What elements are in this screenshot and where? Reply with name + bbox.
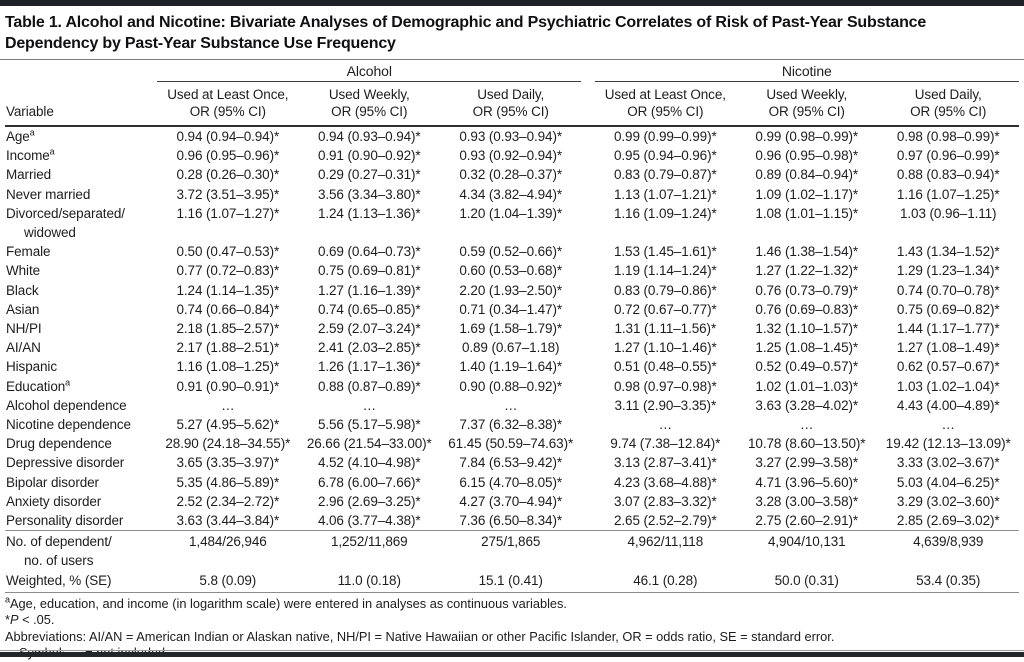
table-cell: 0.59 (0.52–0.66)* [459, 244, 563, 260]
table-cell: 1.26 (1.17–1.36)* [317, 359, 421, 375]
table-cell: 1.44 (1.17–1.77)* [896, 321, 1000, 337]
table-cell: 1,252/11,869 [299, 531, 440, 571]
table-cell: 0.93 (0.93–0.94)* [459, 129, 563, 144]
table-cell: 2.20 (1.93–2.50)* [459, 282, 563, 298]
table-cell: 0.74 (0.66–0.84)* [176, 301, 280, 317]
table-cell: 1.53 (1.45–1.61)* [613, 244, 717, 260]
table-row [5, 357, 1019, 376]
table-row [5, 415, 1019, 434]
group-gap [581, 60, 594, 82]
column-gap [581, 453, 594, 472]
row-label: Female [6, 244, 51, 260]
table-cell: 0.74 (0.70–0.78)* [896, 282, 1000, 298]
column-gap [581, 281, 594, 300]
table-cell: 10.78 (8.60–13.50)* [748, 436, 866, 452]
table-row [5, 300, 1019, 319]
table-cell: 0.98 (0.97–0.98)* [613, 378, 717, 394]
table-cell: 1.09 (1.02–1.17)* [755, 186, 859, 202]
table-cell: 0.50 (0.47–0.53)* [176, 244, 280, 260]
column-gap [581, 185, 594, 204]
table-row [5, 338, 1019, 357]
column-gap [581, 165, 594, 184]
table-cell: 1.43 (1.34–1.52)* [896, 244, 1000, 260]
table-cell: 3.33 (3.02–3.67)* [896, 455, 1000, 471]
table-cell: 4.52 (4.10–4.98)* [317, 455, 421, 471]
column-gap [581, 338, 594, 357]
table-cell: 2.75 (2.60–2.91)* [755, 513, 859, 529]
column-gap [581, 492, 594, 511]
table-cell: 0.96 (0.95–0.96)* [176, 148, 280, 164]
table-cell: 1.20 (1.04–1.39)* [459, 205, 563, 221]
bottom-rule [0, 650, 1024, 657]
table-cell: 0.28 (0.26–0.30)* [176, 167, 280, 183]
group-header-alcohol [157, 60, 581, 82]
table-cell: 53.4 (0.35) [877, 571, 1019, 593]
table-cell: 7.84 (6.53–9.42)* [459, 455, 563, 471]
table-cell: 0.62 (0.57–0.67)* [896, 359, 1000, 375]
row-label: Personality disorder [6, 513, 124, 529]
table-cell: 4.27 (3.70–4.94)* [459, 493, 563, 509]
table-cell: 1.16 (1.07–1.27)* [176, 205, 280, 221]
table-row [5, 204, 1019, 242]
column-gap [581, 357, 594, 376]
row-label: Married [6, 167, 52, 183]
column-header-nicotine-daily [877, 82, 1019, 127]
table-cell: 15.1 (0.41) [440, 571, 581, 593]
table-cell: 1.16 (1.08–1.25)* [176, 359, 280, 375]
table-cell: 4.06 (3.77–4.38)* [317, 513, 421, 529]
row-label-superscript: a [29, 127, 35, 138]
table-cell: 4,962/11,118 [595, 531, 736, 571]
table-cell: 0.89 (0.84–0.94)* [755, 167, 859, 183]
row-label: Drug dependence [6, 436, 112, 452]
column-gap [581, 242, 594, 261]
group-header-spacer [5, 60, 157, 82]
table-row [5, 242, 1019, 261]
bottom-bar-rule [0, 652, 1024, 657]
table-cell: 3.28 (3.00–3.58)* [755, 493, 859, 509]
table-cell: 2.85 (2.69–3.02)* [896, 513, 1000, 529]
table-cell: 0.77 (0.72–0.83)* [176, 263, 280, 279]
table-cell: 1,484/26,946 [157, 531, 298, 571]
table-row [5, 473, 1019, 492]
column-header-nicotine-once [595, 82, 736, 127]
footnote-text: Age, education, and income (in logarithm scale) were entered in analyses as continuous variables. [10, 595, 567, 611]
table-cell: 0.69 (0.64–0.73)* [317, 244, 421, 260]
row-label-superscript: a [49, 146, 55, 157]
table-cell: 0.96 (0.95–0.98)* [755, 148, 859, 164]
table-cell: 0.99 (0.98–0.99)* [755, 129, 859, 144]
table-cell: 1.13 (1.07–1.21)* [613, 186, 717, 202]
table-cell: 0.75 (0.69–0.81)* [317, 263, 421, 279]
table-cell: 7.37 (6.32–8.38)* [459, 417, 563, 433]
column-header-line: OR (95% CI) [472, 104, 549, 119]
column-header-line: Used Weekly, [328, 87, 410, 102]
table-cell: 4.43 (4.00–4.89)* [896, 397, 1000, 413]
column-gap [581, 377, 594, 396]
table-cell: 0.75 (0.69–0.82)* [896, 301, 1000, 317]
table-cell: 0.89 (0.67–1.18) [461, 340, 560, 356]
table-cell: 1.24 (1.13–1.36)* [317, 205, 421, 221]
row-label-continuation: no. of users [24, 553, 94, 569]
table-cell: 0.74 (0.65–0.85)* [317, 301, 421, 317]
table-cell: 9.74 (7.38–12.84)* [610, 436, 721, 452]
table-cell: 1.16 (1.09–1.24)* [613, 205, 717, 221]
table-cell: 0.99 (0.99–0.99)* [613, 129, 717, 144]
row-label: Weighted, % (SE) [5, 571, 157, 593]
table-title: Table 1. Alcohol and Nicotine: Bivariate Analyses of Demographic and Psychiatric Correlates of Risk of Past-Year Substance Dependency by Past-Year Substance Use Frequency [5, 14, 927, 52]
table-cell: 1.69 (1.58–1.79)* [459, 321, 563, 337]
column-header-line: OR (95% CI) [331, 104, 408, 119]
row-label: Alcohol dependence [6, 397, 127, 413]
column-gap [581, 300, 594, 319]
table-cell: 1.27 (1.10–1.46)* [613, 340, 717, 356]
footnote-abbreviations: Abbreviations: AI/AN = American Indian or Alaskan native, NH/PI = Native Hawaiian or other Pacific Islander, OR = odds ratio, SE = standard error. [5, 628, 835, 644]
table-cell: 1.03 (1.02–1.04)* [896, 378, 1000, 394]
table-cell: 0.51 (0.48–0.55)* [613, 359, 717, 375]
table-cell: 1.08 (1.01–1.15)* [755, 205, 859, 221]
table-row [5, 453, 1019, 472]
table-body [5, 126, 1019, 592]
table-row [5, 185, 1019, 204]
bottom-thin-rule [0, 650, 1024, 651]
table-cell: 0.91 (0.90–0.92)* [317, 148, 421, 164]
table-row [5, 319, 1019, 338]
table-cell: … [362, 397, 376, 413]
table-cell: 5.56 (5.17–5.98)* [317, 417, 421, 433]
column-header-alcohol-daily [440, 82, 581, 127]
table-cell: … [800, 417, 814, 433]
table-cell: 5.03 (4.04–6.25)* [896, 474, 1000, 490]
table-cell: 5.27 (4.95–5.62)* [176, 417, 280, 433]
row-label: Nicotine dependence [6, 417, 131, 433]
footnote-asterisk: * [5, 612, 10, 628]
table-cell: 0.88 (0.87–0.89)* [317, 378, 421, 394]
table-cell: 1.03 (0.96–1.11) [899, 205, 997, 221]
table-cell: 0.72 (0.67–0.77)* [613, 301, 717, 317]
table-cell: 1.40 (1.19–1.64)* [459, 359, 563, 375]
column-header-alcohol-weekly [299, 82, 440, 127]
table-cell: 0.90 (0.88–0.92)* [459, 378, 563, 394]
table-row [5, 165, 1019, 184]
table-cell: 6.78 (6.00–7.66)* [317, 474, 421, 490]
table-cell: 61.45 (50.59–74.63)* [448, 436, 574, 452]
row-label: Hispanic [6, 359, 57, 375]
table-cell: 0.97 (0.96–0.99)* [896, 148, 1000, 164]
column-header-line: Used at Least Once, [167, 87, 289, 102]
column-gap [581, 511, 594, 531]
table-row [5, 281, 1019, 300]
table-cell: 3.72 (3.51–3.95)* [176, 186, 280, 202]
row-label: Asian [6, 301, 40, 317]
table-cell: 19.42 (12.13–13.09)* [885, 436, 1011, 452]
table-cell: 2.65 (2.52–2.79)* [613, 513, 717, 529]
column-gap [581, 82, 594, 127]
row-label: AI/AN [6, 340, 41, 356]
table-cell: 4,639/8,939 [877, 531, 1019, 571]
table-cell: 0.52 (0.49–0.57)* [755, 359, 859, 375]
column-header-line: Used Daily, [477, 87, 545, 102]
table-cell: 1.25 (1.08–1.45)* [755, 340, 859, 356]
bivariate-analyses-table [5, 60, 1019, 593]
column-header-line: OR (95% CI) [627, 104, 704, 119]
footnote-text: < .05. [18, 612, 55, 628]
column-gap [581, 434, 594, 453]
table-cell: … [221, 397, 235, 413]
table-cell: 6.15 (4.70–8.05)* [459, 474, 563, 490]
table-cell: 3.29 (3.02–3.60)* [896, 493, 1000, 509]
table-cell: 0.32 (0.28–0.37)* [459, 167, 563, 183]
table-cell: 3.13 (2.87–3.41)* [613, 455, 717, 471]
column-gap [581, 415, 594, 434]
table-cell: 2.59 (2.07–3.24)* [317, 321, 421, 337]
table-cell: 0.29 (0.27–0.31)* [317, 167, 421, 183]
table-row [5, 146, 1019, 165]
footnote-superscript: a [5, 594, 11, 605]
row-label: Education$^a$ [6, 377, 71, 394]
table-cell: 26.66 (21.54–33.00)* [306, 436, 432, 452]
row-label: Depressive disorder [6, 455, 125, 471]
table-cell: 5.8 (0.09) [157, 571, 298, 593]
table-cell: 0.71 (0.34–1.47)* [459, 301, 563, 317]
table-row [5, 126, 1019, 146]
column-header-line: Used Weekly, [766, 87, 848, 102]
column-header-line: Used at Least Once, [604, 87, 726, 102]
row-label-superscript: a [65, 377, 71, 388]
table-cell: 1.16 (1.07–1.25)* [896, 186, 1000, 202]
table-cell: 0.93 (0.92–0.94)* [459, 148, 563, 164]
table-cell: 2.52 (2.34–2.72)* [176, 493, 280, 509]
row-label: Anxiety disorder [6, 493, 102, 509]
table-cell: … [941, 417, 955, 433]
top-rule [0, 0, 1024, 6]
table-cell: 2.17 (1.88–2.51)* [176, 340, 280, 356]
table-cell: 1.19 (1.14–1.24)* [613, 263, 717, 279]
table-cell: … [658, 417, 673, 433]
column-header-nicotine-weekly [736, 82, 877, 127]
table-cell: 4,904/10,131 [736, 531, 877, 571]
column-gap [581, 319, 594, 338]
column-header-alcohol-once [157, 82, 298, 127]
table-cell: 3.63 (3.28–4.02)* [755, 397, 859, 413]
group-label-alcohol: Alcohol [346, 63, 392, 79]
table-cell: 1.27 (1.22–1.32)* [755, 263, 859, 279]
table-row [5, 531, 1019, 571]
table-cell: 5.35 (4.86–5.89)* [176, 474, 280, 490]
column-gap [581, 146, 594, 165]
table-cell: 46.1 (0.28) [595, 571, 736, 593]
table-cell: 0.94 (0.93–0.94)* [317, 129, 421, 144]
table-cell: 1.46 (1.38–1.54)* [755, 244, 859, 260]
column-header-line: OR (95% CI) [768, 104, 845, 119]
table-cell: 2.18 (1.85–2.57)* [176, 321, 280, 337]
table-cell: 0.98 (0.98–0.99)* [896, 129, 1000, 144]
table-cell: 0.76 (0.69–0.83)* [755, 301, 859, 317]
table-cell: 3.56 (3.34–3.80)* [317, 186, 421, 202]
table-cell: 1.02 (1.01–1.03)* [755, 378, 859, 394]
table-cell: 0.88 (0.83–0.94)* [896, 167, 1000, 183]
footnote-continuous-variables [5, 596, 1019, 612]
table-cell: 0.95 (0.94–0.96)* [613, 148, 717, 164]
row-label: NH/PI [6, 321, 42, 337]
table-cell: … [504, 397, 518, 413]
table-cell: 7.36 (6.50–8.34)* [459, 513, 563, 529]
variable-column-header: Variable [5, 82, 157, 127]
row-label: Age$^a$ [6, 127, 35, 144]
table-cell: 3.11 (2.90–3.35)* [614, 397, 717, 413]
table-row [5, 377, 1019, 396]
column-gap [581, 531, 594, 571]
row-label-continuation: widowed [24, 225, 76, 241]
column-gap [581, 473, 594, 492]
row-label: Black [6, 282, 39, 298]
table-cell: 4.23 (3.68–4.88)* [613, 474, 717, 490]
table-cell: 275/1,865 [440, 531, 581, 571]
column-header-line: Used Daily, [914, 87, 982, 102]
table-cell: 28.90 (24.18–34.55)* [165, 436, 291, 452]
table-cell: 3.65 (3.35–3.97)* [176, 455, 280, 471]
table-cell: 11.0 (0.18) [299, 571, 440, 593]
table-row [5, 571, 1019, 593]
table-cell: 4.34 (3.82–4.94)* [459, 186, 563, 202]
row-label: Bipolar disorder [6, 474, 99, 490]
group-header-nicotine [595, 60, 1019, 82]
table-cell: 50.0 (0.31) [736, 571, 877, 593]
column-header-line: OR (95% CI) [189, 104, 266, 119]
table-row [5, 511, 1019, 531]
table-cell: 1.27 (1.16–1.39)* [317, 282, 421, 298]
table-row [5, 396, 1019, 415]
column-gap [581, 261, 594, 280]
table-cell: 0.83 (0.79–0.86)* [613, 282, 717, 298]
table-cell: 3.27 (2.99–3.58)* [755, 455, 859, 471]
table-cell: 2.41 (2.03–2.85)* [317, 340, 421, 356]
column-gap [581, 126, 594, 146]
table-cell: 0.94 (0.94–0.94)* [176, 129, 280, 144]
table-cell: 1.24 (1.14–1.35)* [176, 282, 280, 298]
footnote-italic-p: P [9, 612, 19, 628]
table-cell: 3.63 (3.44–3.84)* [176, 513, 280, 529]
row-label: Income$^a$ [6, 146, 55, 164]
row-label: Divorced/separated/ widowed [5, 204, 157, 242]
table-cell: 1.31 (1.11–1.56)* [614, 321, 717, 337]
table-cell: 1.32 (1.10–1.57)* [755, 321, 859, 337]
table-cell: 1.27 (1.08–1.49)* [896, 340, 1000, 356]
footnote-p-value [5, 612, 1019, 628]
group-label-nicotine: Nicotine [781, 63, 832, 79]
column-gap [581, 204, 594, 242]
row-label: White [6, 263, 41, 279]
table-cell: 3.07 (2.83–3.32)* [613, 493, 717, 509]
table-row [5, 261, 1019, 280]
table-row [5, 492, 1019, 511]
table-cell: 0.83 (0.79–0.87)* [613, 167, 717, 183]
table-row [5, 434, 1019, 453]
table-cell: 0.91 (0.90–0.91)* [176, 378, 280, 394]
table-cell: 4.71 (3.96–5.60)* [755, 474, 859, 490]
row-label: Never married [6, 186, 91, 202]
column-header-line: OR (95% CI) [910, 104, 987, 119]
table-cell: 1.29 (1.23–1.34)* [896, 263, 1000, 279]
row-label: No. of dependent/ no. of users [5, 531, 157, 571]
table-cell: 2.96 (2.69–3.25)* [317, 493, 421, 509]
table-cell: 0.60 (0.53–0.68)* [459, 263, 563, 279]
column-gap [581, 396, 594, 415]
table-cell: 0.76 (0.73–0.79)* [755, 282, 859, 298]
column-gap [581, 571, 594, 593]
